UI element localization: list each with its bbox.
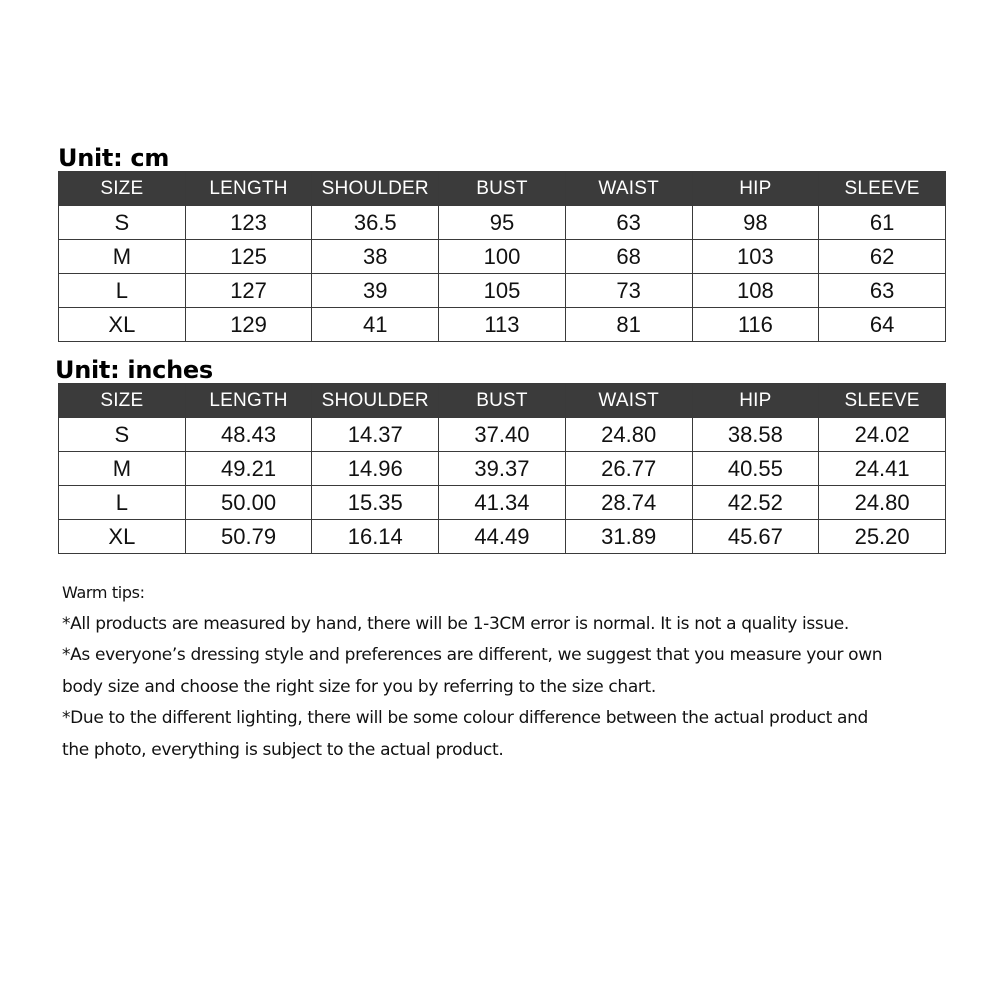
column-header-sleeve: SLEEVE xyxy=(819,172,946,206)
table-cell: 49.21 xyxy=(185,452,312,486)
table-cell: 24.41 xyxy=(819,452,946,486)
table-row xyxy=(59,240,946,274)
table-cell: 41.34 xyxy=(439,486,566,520)
table-cell: L xyxy=(59,274,186,308)
column-header-bust: BUST xyxy=(439,384,566,418)
table-cell: 38 xyxy=(312,240,439,274)
table-cell: 48.43 xyxy=(185,418,312,452)
table-row xyxy=(59,520,946,554)
table-cell: M xyxy=(59,452,186,486)
table-cell: S xyxy=(59,206,186,240)
table-cell: 42.52 xyxy=(692,486,819,520)
unit-title-cm: Unit: cm xyxy=(58,144,170,172)
table-cell: 61 xyxy=(819,206,946,240)
table-cell: 44.49 xyxy=(439,520,566,554)
table-cell: 37.40 xyxy=(439,418,566,452)
table-cell: 113 xyxy=(439,308,566,342)
table-header-row xyxy=(59,384,946,418)
column-header-bust: BUST xyxy=(439,172,566,206)
table-cell: 68 xyxy=(565,240,692,274)
table-cell: 14.37 xyxy=(312,418,439,452)
table-cell: 62 xyxy=(819,240,946,274)
table-cell: 50.00 xyxy=(185,486,312,520)
table-cell: 50.79 xyxy=(185,520,312,554)
table-cell: 103 xyxy=(692,240,819,274)
table-cell: 127 xyxy=(185,274,312,308)
column-header-size: SIZE xyxy=(59,384,186,418)
table-cell: 123 xyxy=(185,206,312,240)
table-cell: 45.67 xyxy=(692,520,819,554)
table-cell: 105 xyxy=(439,274,566,308)
table-cell: 28.74 xyxy=(565,486,692,520)
table-cell: 40.55 xyxy=(692,452,819,486)
table-cell: 24.80 xyxy=(819,486,946,520)
table-cell: 31.89 xyxy=(565,520,692,554)
table-cell: 39.37 xyxy=(439,452,566,486)
table-cell: 125 xyxy=(185,240,312,274)
table-cell: 108 xyxy=(692,274,819,308)
tips-line: *As everyone’s dressing style and preferences are different, we suggest that you measure your own xyxy=(62,645,883,665)
table-cell: S xyxy=(59,418,186,452)
table-cell: 16.14 xyxy=(312,520,439,554)
table-row xyxy=(59,274,946,308)
table-cell: 39 xyxy=(312,274,439,308)
table-cell: 81 xyxy=(565,308,692,342)
table-cell: XL xyxy=(59,520,186,554)
table-cell: 24.80 xyxy=(565,418,692,452)
size-table-inches xyxy=(58,383,946,554)
table-cell: 41 xyxy=(312,308,439,342)
table-cell: 38.58 xyxy=(692,418,819,452)
table-cell: 63 xyxy=(565,206,692,240)
tips-line: *Due to the different lighting, there will be some colour difference between the actual product and xyxy=(62,708,868,728)
table-cell: 63 xyxy=(819,274,946,308)
tips-title: Warm tips: xyxy=(62,583,145,602)
column-header-size: SIZE xyxy=(59,172,186,206)
table-cell: M xyxy=(59,240,186,274)
column-header-length: LENGTH xyxy=(185,172,312,206)
column-header-waist: WAIST xyxy=(565,384,692,418)
table-cell: 15.35 xyxy=(312,486,439,520)
table-header-row xyxy=(59,172,946,206)
tips-line: body size and choose the right size for you by referring to the size chart. xyxy=(62,676,656,697)
tips-line: *All products are measured by hand, there will be 1-3CM error is normal. It is not a quality issue. xyxy=(62,613,849,634)
table-cell: 26.77 xyxy=(565,452,692,486)
table-cell: 14.96 xyxy=(312,452,439,486)
table-cell: 73 xyxy=(565,274,692,308)
table-cell: 129 xyxy=(185,308,312,342)
column-header-length: LENGTH xyxy=(185,384,312,418)
table-cell: 24.02 xyxy=(819,418,946,452)
column-header-hip: HIP xyxy=(692,384,819,418)
table-row xyxy=(59,486,946,520)
table-cell: 98 xyxy=(692,206,819,240)
table-cell: 36.5 xyxy=(312,206,439,240)
table-row xyxy=(59,418,946,452)
table-cell: 116 xyxy=(692,308,819,342)
tips-line: the photo, everything is subject to the actual product. xyxy=(62,739,504,760)
column-header-hip: HIP xyxy=(692,172,819,206)
warm-tips xyxy=(62,577,942,766)
column-header-sleeve: SLEEVE xyxy=(819,384,946,418)
unit-title-inches: Unit: inches xyxy=(55,356,213,384)
table-row xyxy=(59,452,946,486)
table-cell: 64 xyxy=(819,308,946,342)
column-header-shoulder: SHOULDER xyxy=(312,172,439,206)
table-cell: 100 xyxy=(439,240,566,274)
table-cell: 25.20 xyxy=(819,520,946,554)
table-row xyxy=(59,206,946,240)
table-cell: L xyxy=(59,486,186,520)
table-cell: XL xyxy=(59,308,186,342)
size-table-cm xyxy=(58,171,946,342)
table-row xyxy=(59,308,946,342)
table-cell: 95 xyxy=(439,206,566,240)
column-header-waist: WAIST xyxy=(565,172,692,206)
column-header-shoulder: SHOULDER xyxy=(312,384,439,418)
